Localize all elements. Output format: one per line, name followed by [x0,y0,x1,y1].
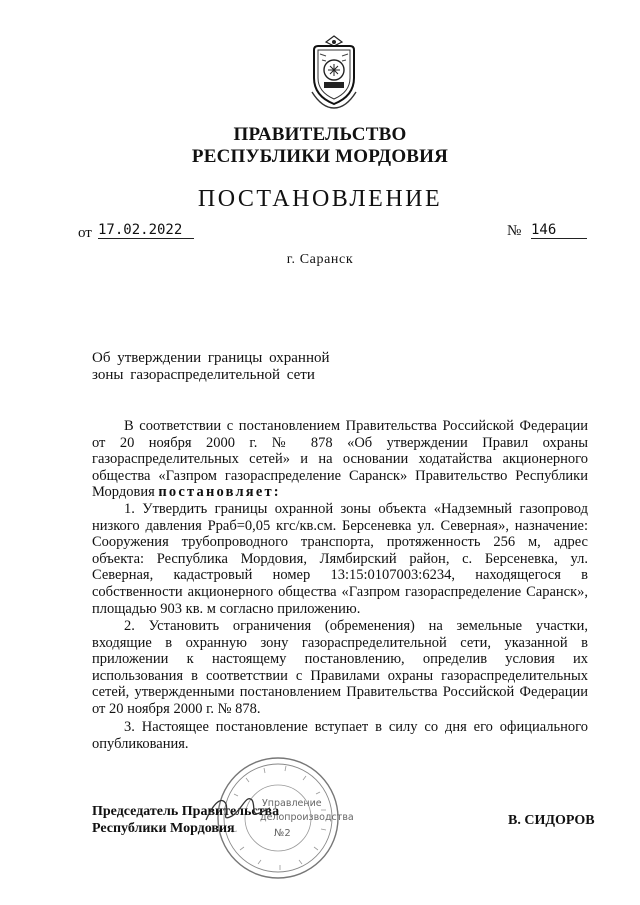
date-value: 17.02.2022 [98,222,194,239]
item-3-paragraph [92,719,588,752]
item-1-text: 1. Утвердить границы охранной зоны объекта «Надземный газопровод низкого давления Рраб=0,05 кгс/кв.см. Берсеневка ул. Северная», назначение: Сооружения трубопроводного транспорта, протяженность 256 м, адрес объекта: Республика Мордовия, Лямбирский район, с. Берсеневка, ул. Северная, кадастровый номер 13:15:0107003:6234, находящегося в собственности акционерного общества «Газпром газораспределение Саранск», площадью 903 кв. м согласно приложению. [92,501,588,617]
coat-of-arms-emblem [306,34,362,110]
document-subject: Об утверждении границы охранной зоны газораспределительной сети [92,350,330,383]
item-1-paragraph [92,501,588,617]
date-label: от [78,225,92,241]
organization-title-line1: ПРАВИТЕЛЬСТВО [233,124,407,145]
signatory-name: В. СИДОРОВ [508,813,595,828]
stamp-line-1: Управление [262,798,322,809]
number-label: № [507,223,522,239]
stamp-line-2: делопроизводства [260,812,354,823]
handwritten-signature [196,782,276,832]
item-2-text: 2. Установить ограничения (обременения) на земельные участки, входящие в охранную зону газораспределительной сети, указанной в приложении к настоящему постановлению, определив условия их использования в соответствии с Правилами охраны газораспределительных сетей, утвержденными постановлением Правительства Российской Федерации от 20 ноября 2000 г. № 878. [92,618,588,717]
signatory-position-line1: Председатель Правительства [92,804,280,819]
number-value: 146 [531,222,587,239]
organization-title-line2: РЕСПУБЛИКИ МОРДОВИЯ [191,146,449,167]
stamp-line-3: №2 [274,828,291,839]
decree-word: постановляет: [158,484,281,501]
item-2-paragraph [92,618,588,718]
city-name: г. Саранск [286,252,354,267]
item-3-text: 3. Настоящее постановление вступает в силу со дня его официального опубликования. [92,719,588,752]
preamble-paragraph [92,418,588,501]
signatory-position-line2: Республики Мордовия [92,821,235,836]
document-type-title: ПОСТАНОВЛЕНИЕ [197,186,443,212]
preamble-text: В соответствии с постановлением Правительства Российской Федерации от 20 ноября 2000 г. № 878 «Об утверждении Правил охраны газораспределительных сетей» и на основании ходатайства акционерного общества «Газпром газораспределение Саранск» Правительство Республики Мордовия [92,418,588,501]
